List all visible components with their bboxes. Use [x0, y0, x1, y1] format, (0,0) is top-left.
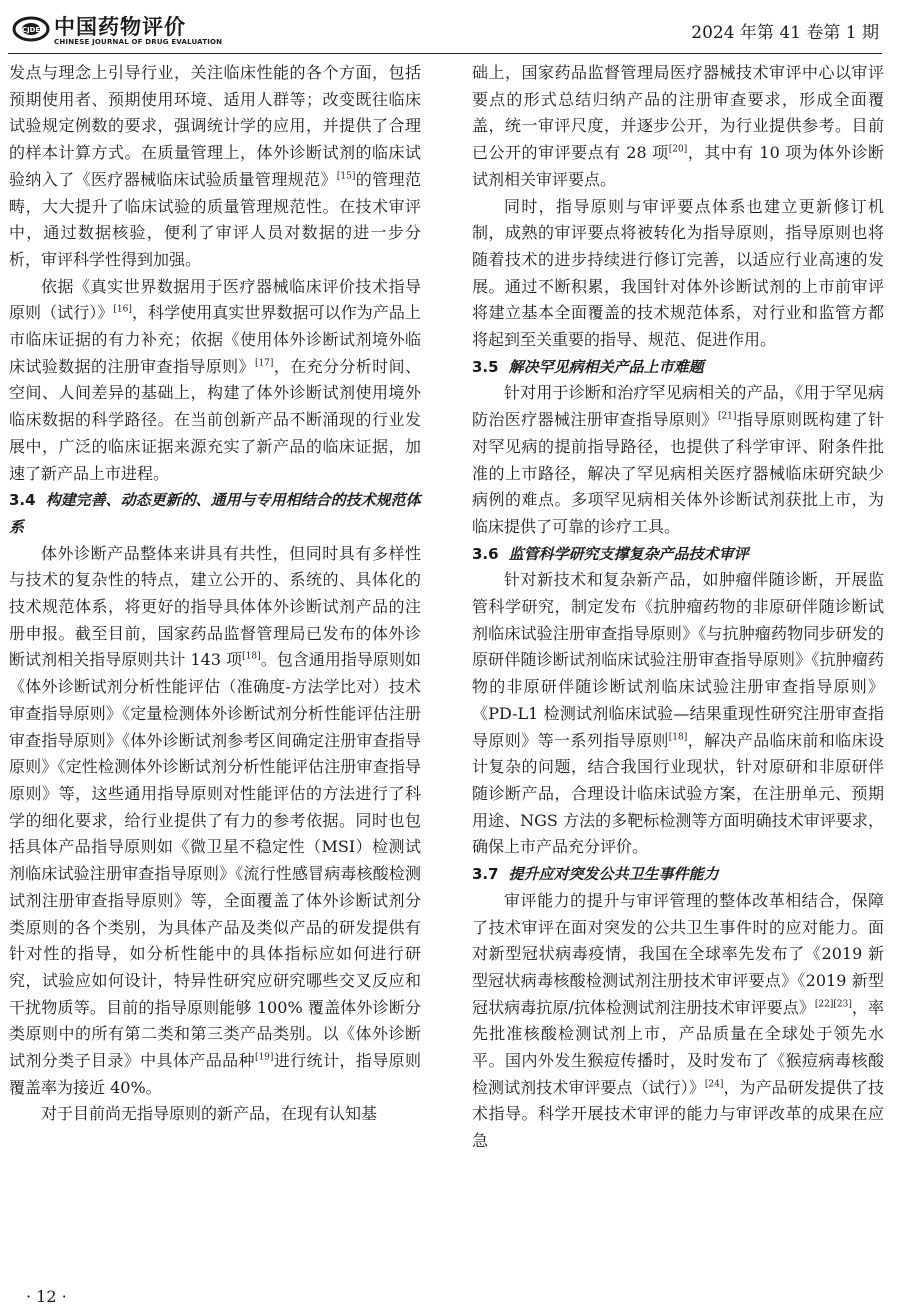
paragraph: 同时，指导原则与审评要点体系也建立更新修订机制，成熟的审评要点将被转化为指导原则，指导原则也将随着技术的进步持续进行修订完善，以适应行业高速的发展。通过不断积累，我国针对体外诊断试剂的上市前审评将建立基本全面覆盖的技术规范体系，对行业和监管方都将起到至关重要的指导、规范、促进作用。: [472, 196, 884, 350]
journal-title: 中国药物评价: [54, 15, 186, 39]
paragraph: 针对用于诊断和治疗罕见病相关的产品，《用于罕见病防治医疗器械注册审查指导原则》[21]指导原则既构建了针对罕见病的提前指导路径，也提供了科学审评、附条件批准的上市路径，解决了罕见病相关医疗器械临床研究缺少病例的难点。多项罕见病相关体外诊断试剂获批上市，为临床提供了可靠的诊疗工具。: [472, 383, 884, 536]
citation: [21]: [717, 411, 737, 422]
citation: [16]: [113, 305, 132, 315]
paragraph: 发点与理念上引导行业，关注临床性能的各个方面，包括预期使用者、预期使用环境、适用人群等；改变既往临床试验规定例数的要求，强调统计学的应用，并提供了合理的样本计算方式。在质量管理上，体外诊断试剂的临床试验纳入了《医疗器械临床试验质量管理规范》[15]的管理范畴，大大提升了临床试验的质量管理规范性。在技术审评中，通过数据核验，便利了审评人员对数据的进一步分析，审评科学性得到加强。: [9, 63, 421, 269]
citation: [15]: [336, 171, 356, 182]
journal-logo-icon: [12, 16, 50, 42]
citation: [17]: [254, 358, 274, 369]
paragraph: 础上，国家药品监督管理局医疗器械技术审评中心以审评要点的形式总结归纳产品的注册审查要求，形成全面覆盖，统一审评尺度，并逐步公开，为行业提供参考。目前已公开的审评要点有 28 项[20]，其中有 10 项为体外诊断试剂相关审评要点。: [472, 63, 884, 189]
page-number: · 12 ·: [26, 1287, 67, 1306]
paragraph: 审评能力的提升与审评管理的整体改革相结合，保障了技术审评在面对突发的公共卫生事件时的应对能力。面对新型冠状病毒疫情，我国在全球率先发布了《2019 新型冠状病毒核酸检测试剂注册技术审评要点》《2019 新型冠状病毒抗原/抗体检测试剂注册技术审评要点》[22][23]，率先批准核酸检测试剂上市，产品质量在全球处于领先水平。国内外发生猴痘传播时，及时发布了《猴痘病毒核酸检测试剂技术审评要点（试行）》[24]，为产品研发提供了技术指导。科学开展技术审评的能力与审评改革的成果在应急: [472, 890, 884, 1151]
journal-logo: [10, 12, 223, 50]
citation: [18]: [668, 732, 688, 743]
header-rule: [8, 53, 882, 54]
paragraph: 依据《真实世界数据用于医疗器械临床评价技术指导原则（试行）》[16]，科学使用真实世界数据可以作为产品上市临床证据的有力补充；依据《使用体外诊断试剂境外临床试验数据的注册审查指导原则》[17]，在充分分析时间、空间、人间差异的基础上，构建了体外诊断试剂使用境外临床数据的科学路径。在当前创新产品不断涌现的行业发展中，广泛的临床证据来源充实了新产品的临床证据，加速了新产品上市进程。: [9, 276, 421, 483]
citation: [18]: [242, 652, 261, 663]
right-column: [472, 60, 884, 1155]
section-heading: 3.4 构建完善、动态更新的、通用与专用相结合的技术规范体系: [9, 491, 421, 536]
page-header: [10, 8, 887, 52]
section-heading: 3.5 解决罕见病相关产品上市难题: [472, 357, 704, 376]
logo-letters: CJDE: [21, 26, 41, 34]
citation: [20]: [668, 144, 688, 155]
section-heading: 3.7 提升应对突发公共卫生事件能力: [472, 865, 719, 884]
paragraph: 对于目前尚无指导原则的新产品，在现有认知基: [41, 1104, 378, 1124]
left-column: [9, 60, 421, 1128]
issue-info: 2024 年第 41 卷第 1 期: [691, 23, 879, 43]
section-heading: 3.6 监管科学研究支撑复杂产品技术审评: [472, 544, 749, 563]
paragraph: 针对新技术和复杂新产品，如肿瘤伴随诊断，开展监管科学研究，制定发布《抗肿瘤药物的非原研伴随诊断试剂临床试验注册审查指导原则》《与抗肿瘤药物同步研发的原研伴随诊断试剂临床试验注册审查指导原则》《抗肿瘤药物的非原研伴随诊断试剂临床试验注册审查指导原则》《PD-L1 检测试剂临床试验—结果重现性研究注册审查指导原则》等一系列指导原则[18]，解决产品临床前和临床设计复杂的问题，结合我国行业现状，针对原研和非原研伴随诊断产品，合理设计临床试验方案，在注册单元、预期用途、NGS 方法的多靶标检测等方面明确技术审评要求，确保上市产品充分评价。: [472, 570, 884, 857]
paragraph: 体外诊断产品整体来讲具有共性，但同时具有多样性与技术的复杂性的特点，建立公开的、系统的、具体化的技术规范体系，将更好的指导具体体外诊断试剂产品的注册申报。截至目前，国家药品监督管理局已发布的体外诊断试剂相关指导原则共计 143 项[18]。包含通用指导原则如《体外诊断试剂分析性能评估（准确度-方法学比对）技术审查指导原则》《定量检测体外诊断试剂分析性能评估注册审查指导原则》《体外诊断试剂参考区间确定注册审查指导原则》《定性检测体外诊断试剂分析性能评估注册审查指导原则》等，这些通用指导原则对性能评估的方法进行了科学的细化要求，给行业提供了有力的参考依据。同时也包括具体产品指导原则如《微卫星不稳定性（MSI）检测试剂临床试验注册审查指导原则》《流行性感冒病毒核酸检测试剂注册审查指导原则》等，全面覆盖了体外诊断试剂分类原则的各个类别，为具体产品及类似产品的研发提供有针对性的指导，如分析性能中的具体指标应如何进行研究，试验应如何设计，特异性研究应研究哪些交叉反应和干扰物质等。目前的指导原则能够 100% 覆盖体外诊断分类原则中的所有第二类和第三类产品类别。以《体外诊断试剂分类子目录》中具体产品品种[19]进行统计，指导原则覆盖率为接近 40%。: [9, 543, 421, 1097]
citation: [19]: [254, 1052, 274, 1063]
citation: [24]: [704, 1079, 724, 1090]
citation: [22][23]: [814, 999, 852, 1010]
journal-subtitle: CHINESE JOURNAL OF DRUG EVALUATION: [54, 38, 223, 46]
